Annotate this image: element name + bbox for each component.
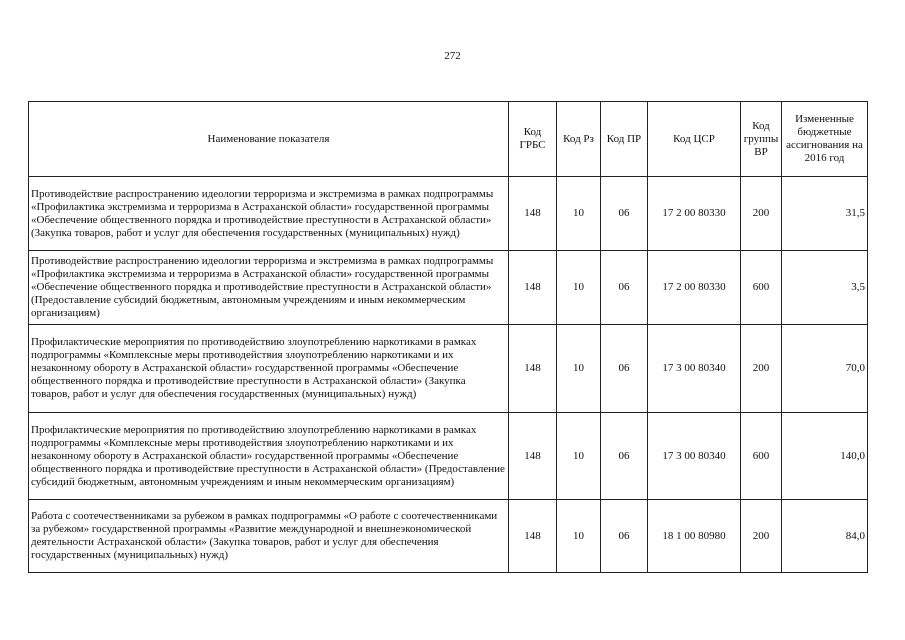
row-vr: 200 <box>741 177 782 251</box>
row-vr: 600 <box>741 413 782 500</box>
row-vr: 200 <box>741 500 782 573</box>
row-csr: 17 2 00 80330 <box>648 177 741 251</box>
table-row <box>29 177 868 251</box>
row-vr: 200 <box>741 325 782 413</box>
header-csr: Код ЦСР <box>648 102 741 177</box>
row-name: Противодействие распространению идеологии терроризма и экстремизма в рамках подпрограммы «Профилактика экстремизма и терроризма в Астраханской области» государственной программы «Обеспечение общественного порядка и противодействие преступности в Астраханской области» (Закупка товаров, работ и услуг для обеспечения государственных (муниципальных) нужд) <box>29 177 509 251</box>
row-rz: 10 <box>557 177 601 251</box>
row-grbs: 148 <box>509 177 557 251</box>
table-header-row <box>29 102 868 177</box>
row-csr: 18 1 00 80980 <box>648 500 741 573</box>
row-csr: 17 3 00 80340 <box>648 325 741 413</box>
row-amount: 31,5 <box>782 177 868 251</box>
row-rz: 10 <box>557 413 601 500</box>
row-pr: 06 <box>601 413 648 500</box>
row-pr: 06 <box>601 251 648 325</box>
table-row <box>29 325 868 413</box>
table-row <box>29 500 868 573</box>
row-pr: 06 <box>601 177 648 251</box>
row-name: Профилактические мероприятия по противодействию злоупотреблению наркотиками в рамках подпрограммы «Комплексные меры противодействия злоупотреблению наркотиками и их незаконному обороту в Астраханской области» государственной программы «Обеспечение общественного порядка и противодействие преступности в Астраханской области» (Предоставление субсидий бюджетным, автономным учреждениям и иным некоммерческим организациям) <box>29 413 509 500</box>
header-rz: Код Рз <box>557 102 601 177</box>
row-rz: 10 <box>557 251 601 325</box>
row-rz: 10 <box>557 500 601 573</box>
row-csr: 17 2 00 80330 <box>648 251 741 325</box>
budget-allocations-table <box>28 101 868 573</box>
row-name: Профилактические мероприятия по противодействию злоупотреблению наркотиками в рамках подпрограммы «Комплексные меры противодействия злоупотреблению наркотиками и их незаконному обороту в Астраханской области» государственной программы «Обеспечение общественного порядка и противодействие преступности в Астраханской области» (Закупка товаров, работ и услуг для обеспечения государственных (муниципальных) нужд) <box>29 325 509 413</box>
header-vr: Код группы ВР <box>741 102 782 177</box>
header-name: Наименование показателя <box>29 102 509 177</box>
row-amount: 70,0 <box>782 325 868 413</box>
row-name: Противодействие распространению идеологии терроризма и экстремизма в рамках подпрограммы «Профилактика экстремизма и терроризма в Астраханской области» государственной программы «Обеспечение общественного порядка и противодействие преступности в Астраханской области» (Предоставление субсидий бюджетным, автономным учреждениям и иным некоммерческим организациям) <box>29 251 509 325</box>
page-number: 272 <box>444 50 461 62</box>
row-grbs: 148 <box>509 413 557 500</box>
row-grbs: 148 <box>509 251 557 325</box>
table-row <box>29 413 868 500</box>
row-amount: 140,0 <box>782 413 868 500</box>
row-grbs: 148 <box>509 500 557 573</box>
row-name: Работа с соотечественниками за рубежом в рамках подпрограммы «О работе с соотечественниками за рубежом» государственной программы «Развитие международной и внешнеэкономической деятельности Астраханской области» (Закупка товаров, работ и услуг для обеспечения государственных (муниципальных) нужд) <box>29 500 509 573</box>
row-csr: 17 3 00 80340 <box>648 413 741 500</box>
header-amount: Измененные бюджетные ассигнования на 2016 год <box>782 102 868 177</box>
row-amount: 3,5 <box>782 251 868 325</box>
header-grbs: Код ГРБС <box>509 102 557 177</box>
row-vr: 600 <box>741 251 782 325</box>
row-amount: 84,0 <box>782 500 868 573</box>
row-rz: 10 <box>557 325 601 413</box>
header-pr: Код ПР <box>601 102 648 177</box>
row-pr: 06 <box>601 325 648 413</box>
row-pr: 06 <box>601 500 648 573</box>
row-grbs: 148 <box>509 325 557 413</box>
table-row <box>29 251 868 325</box>
